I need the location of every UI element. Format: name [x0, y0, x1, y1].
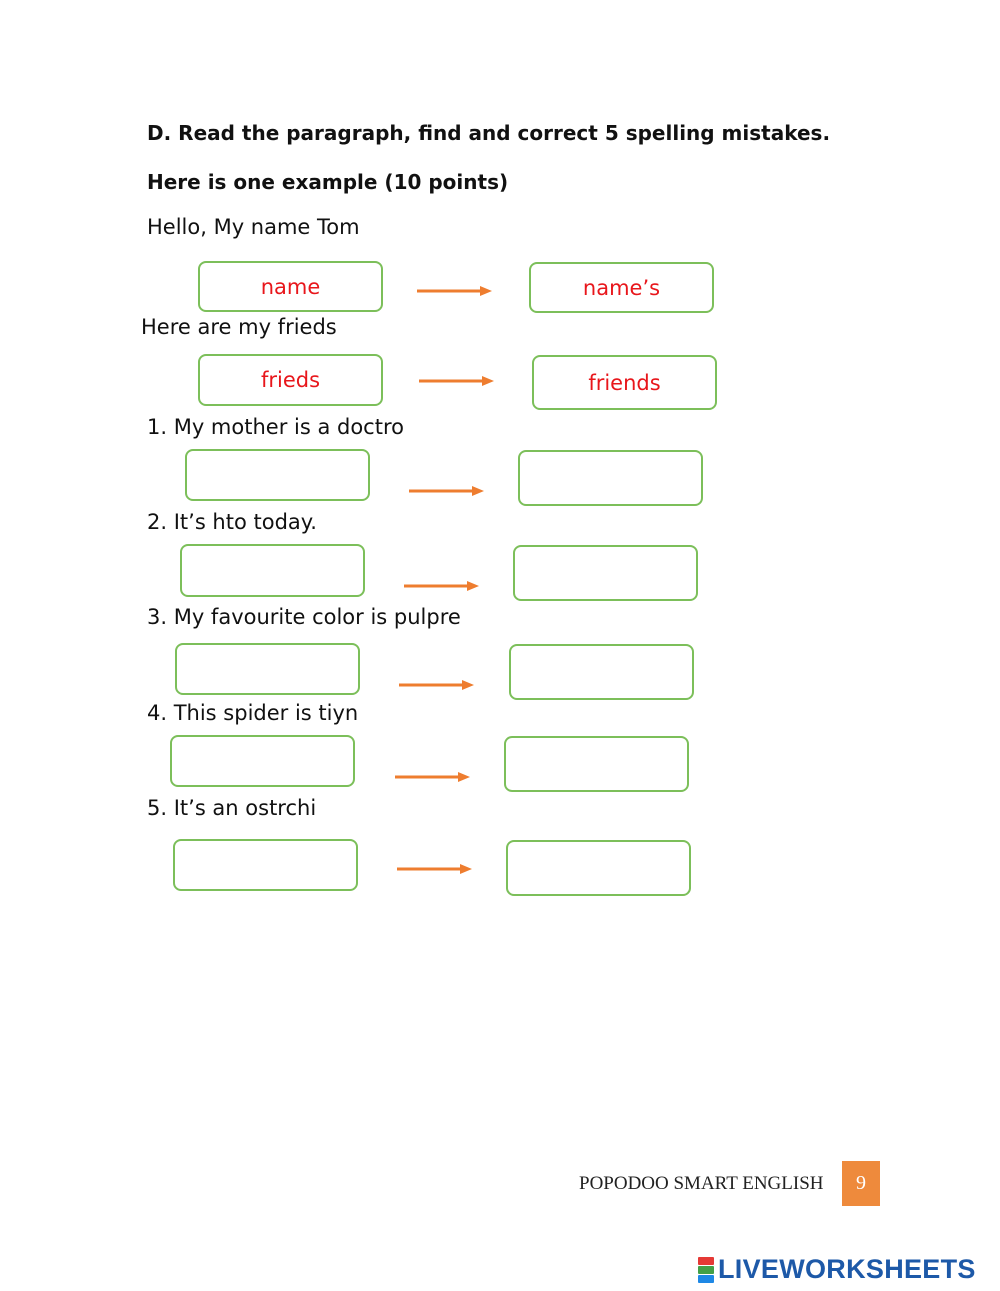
page-number: 9 — [842, 1161, 880, 1206]
example-sentence-1: Hello, My name Tom — [147, 215, 360, 239]
arrow-icon — [408, 484, 488, 498]
question-1-correct-input[interactable] — [518, 450, 703, 506]
liveworksheets-logo — [698, 1254, 976, 1285]
arrow-icon — [394, 770, 474, 784]
instruction-subtitle: Here is one example (10 points) — [147, 170, 509, 194]
question-5-correct-input[interactable] — [506, 840, 691, 896]
example-wrong-word: frieds — [260, 368, 321, 392]
question-1-sentence: 1. My mother is a doctro — [147, 415, 404, 439]
publisher-name: POPODOO SMART ENGLISH — [579, 1173, 824, 1194]
example-correct-word: friends — [588, 370, 661, 395]
brand-badge-icon — [698, 1257, 714, 1283]
example-correct-box-2 — [532, 355, 717, 410]
question-5-sentence: 5. It’s an ostrchi — [147, 796, 317, 820]
example-correct-word: name’s — [582, 275, 661, 300]
question-2-wrong-input[interactable] — [180, 544, 365, 597]
brand-name: LIVEWORKSHEETS — [718, 1254, 976, 1284]
example-wrong-box-1 — [198, 261, 383, 312]
arrow-icon — [418, 374, 498, 388]
question-3-sentence: 3. My favourite color is pulpre — [147, 605, 461, 629]
question-5-wrong-input[interactable] — [173, 839, 358, 891]
arrow-icon — [396, 862, 476, 876]
example-wrong-box-2 — [198, 354, 383, 406]
question-4-wrong-input[interactable] — [170, 735, 355, 787]
arrow-icon — [416, 284, 496, 298]
arrow-icon — [403, 579, 483, 593]
example-correct-box-1 — [529, 262, 714, 313]
question-4-correct-input[interactable] — [504, 736, 689, 792]
example-wrong-word: name — [260, 274, 321, 299]
example-sentence-2: Here are my frieds — [141, 315, 337, 339]
question-1-wrong-input[interactable] — [185, 449, 370, 501]
question-2-sentence: 2. It’s hto today. — [147, 510, 317, 534]
question-3-wrong-input[interactable] — [175, 643, 360, 695]
question-2-correct-input[interactable] — [513, 545, 698, 601]
question-3-correct-input[interactable] — [509, 644, 694, 700]
instruction-title: D. Read the paragraph, find and correct 5 spelling mistakes. — [147, 121, 831, 145]
arrow-icon — [398, 678, 478, 692]
question-4-sentence: 4. This spider is tiyn — [147, 701, 359, 725]
